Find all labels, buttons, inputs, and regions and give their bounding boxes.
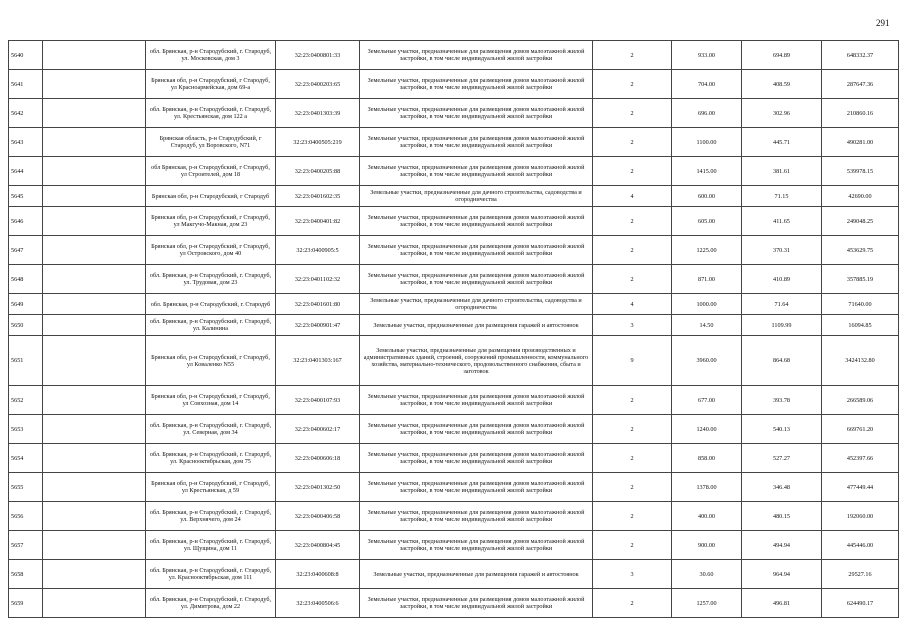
- land-use-cell: Земельные участки, предназначенные для размещения гаражей и автостоянок: [360, 315, 593, 336]
- category-cell: 2: [593, 236, 672, 265]
- table-row: [9, 41, 899, 70]
- land-use-cell: Земельные участки, предназначенные для размещения домов малоэтажной жилой застройки, в том числе индивидуальной жилой застройки: [360, 41, 593, 70]
- blank-cell: [43, 444, 146, 473]
- blank-cell: [43, 128, 146, 157]
- land-use-cell: Земельные участки, предназначенные для размещения домов малоэтажной жилой застройки, в том числе индивидуальной жилой застройки: [360, 70, 593, 99]
- cadastral-cost-cell: 71640.00: [822, 294, 899, 315]
- specific-value-cell: 346.48: [742, 473, 822, 502]
- cadastral-cost-cell: 490281.00: [822, 128, 899, 157]
- category-cell: 2: [593, 99, 672, 128]
- land-use-cell: Земельные участки, предназначенные для размещения домов малоэтажной жилой застройки, в том числе индивидуальной жилой застройки: [360, 415, 593, 444]
- area-cell: 696.00: [672, 99, 742, 128]
- category-cell: 2: [593, 265, 672, 294]
- row-number: 5658: [9, 560, 43, 589]
- category-cell: 3: [593, 560, 672, 589]
- cadastral-number-cell: 32:23:0400804:45: [276, 531, 360, 560]
- address-cell: обл. Брянская, р-н Стародубский, г. Стародуб, ул. Краснооктябрьская, дом 75: [146, 444, 276, 473]
- address-cell: обл. Брянская, р-н Стародубский, г. Стародуб, ул. Северная, дом 34: [146, 415, 276, 444]
- land-use-cell: Земельные участки, предназначенные для размещения домов малоэтажной жилой застройки, в том числе индивидуальной жилой застройки: [360, 265, 593, 294]
- row-number: 5640: [9, 41, 43, 70]
- cadastral-cost-cell: 29527.16: [822, 560, 899, 589]
- category-cell: 2: [593, 157, 672, 186]
- specific-value-cell: 1109.99: [742, 315, 822, 336]
- address-cell: обл. Брянская, р-н Стародубский, г. Стародуб: [146, 294, 276, 315]
- specific-value-cell: 494.94: [742, 531, 822, 560]
- cadastral-cost-cell: 266589.06: [822, 386, 899, 415]
- specific-value-cell: 408.59: [742, 70, 822, 99]
- area-cell: 1378.00: [672, 473, 742, 502]
- cadastral-number-cell: 32:23:0401303:167: [276, 336, 360, 386]
- category-cell: 2: [593, 473, 672, 502]
- table-row: [9, 444, 899, 473]
- blank-cell: [43, 531, 146, 560]
- cadastral-cost-cell: 249048.25: [822, 207, 899, 236]
- category-cell: 4: [593, 294, 672, 315]
- cadastral-number-cell: 32:23:0401303:39: [276, 99, 360, 128]
- cadastral-number-cell: 32:23:0400905:5: [276, 236, 360, 265]
- area-cell: 1240.00: [672, 415, 742, 444]
- area-cell: 1100.00: [672, 128, 742, 157]
- cadastral-cost-cell: 357885.19: [822, 265, 899, 294]
- address-cell: Брянская обл, р-н Стародубский, г Стародуб, ул Совхозная, дом 14: [146, 386, 276, 415]
- specific-value-cell: 527.27: [742, 444, 822, 473]
- area-cell: 858.00: [672, 444, 742, 473]
- cadastral-cost-cell: 210860.16: [822, 99, 899, 128]
- blank-cell: [43, 41, 146, 70]
- cadastral-number-cell: 32:23:0400406:58: [276, 502, 360, 531]
- specific-value-cell: 964.94: [742, 560, 822, 589]
- specific-value-cell: 381.61: [742, 157, 822, 186]
- category-cell: 3: [593, 315, 672, 336]
- blank-cell: [43, 207, 146, 236]
- specific-value-cell: 496.81: [742, 589, 822, 618]
- specific-value-cell: 370.31: [742, 236, 822, 265]
- cadastral-number-cell: 32:23:0401302:50: [276, 473, 360, 502]
- cadastral-number-cell: 32:23:0400608:8: [276, 560, 360, 589]
- address-cell: Брянская обл, р-н Стародубский, г Стародуб, ул Коваленко N55: [146, 336, 276, 386]
- specific-value-cell: 480.15: [742, 502, 822, 531]
- category-cell: 2: [593, 70, 672, 99]
- blank-cell: [43, 186, 146, 207]
- address-cell: обл. Брянская, р-н Стародубский, г. Стародуб, ул. Московская, дом 3: [146, 41, 276, 70]
- blank-cell: [43, 473, 146, 502]
- row-number: 5654: [9, 444, 43, 473]
- blank-cell: [43, 336, 146, 386]
- area-cell: 1257.00: [672, 589, 742, 618]
- blank-cell: [43, 502, 146, 531]
- blank-cell: [43, 157, 146, 186]
- row-number: 5652: [9, 386, 43, 415]
- cadastral-cost-cell: 477449.44: [822, 473, 899, 502]
- table-row: [9, 315, 899, 336]
- land-use-cell: Земельные участки, предназначенные для размещения домов малоэтажной жилой застройки, в том числе индивидуальной жилой застройки: [360, 128, 593, 157]
- cadastral-cost-cell: 192060.00: [822, 502, 899, 531]
- blank-cell: [43, 415, 146, 444]
- address-cell: обл. Брянская, р-н Стародубский, г. Стародуб, ул. Краснооктябрьская, дом 111: [146, 560, 276, 589]
- address-cell: обл. Брянская, р-н Стародубский, г. Стародуб, ул. Трудовая, дом 23: [146, 265, 276, 294]
- address-cell: обл. Брянская, р-н Стародубский, г. Стародуб, ул. Крестьянская, дом 122 а: [146, 99, 276, 128]
- category-cell: 4: [593, 186, 672, 207]
- table-body: [9, 41, 899, 618]
- row-number: 5649: [9, 294, 43, 315]
- table-row: [9, 99, 899, 128]
- area-cell: 900.00: [672, 531, 742, 560]
- address-cell: Брянская обл, р-н Стародубский, г Стародуб: [146, 186, 276, 207]
- table-row: [9, 294, 899, 315]
- registry-table: [8, 40, 899, 618]
- table-row: [9, 265, 899, 294]
- table-row: [9, 70, 899, 99]
- row-number: 5645: [9, 186, 43, 207]
- area-cell: 600.00: [672, 186, 742, 207]
- land-use-cell: Земельные участки, предназначенные для размещения домов малоэтажной жилой застройки, в том числе индивидуальной жилой застройки: [360, 157, 593, 186]
- cadastral-number-cell: 32:23:0400401:82: [276, 207, 360, 236]
- land-use-cell: Земельные участки, предназначенные для размещения домов малоэтажной жилой застройки, в том числе индивидуальной жилой застройки: [360, 207, 593, 236]
- cadastral-number-cell: 32:23:0400203:65: [276, 70, 360, 99]
- row-number: 5648: [9, 265, 43, 294]
- cadastral-cost-cell: 669761.20: [822, 415, 899, 444]
- table-row: [9, 386, 899, 415]
- cadastral-cost-cell: 453629.75: [822, 236, 899, 265]
- category-cell: 2: [593, 531, 672, 560]
- area-cell: 1000.00: [672, 294, 742, 315]
- blank-cell: [43, 236, 146, 265]
- category-cell: 2: [593, 41, 672, 70]
- table-row: [9, 502, 899, 531]
- table-row: [9, 473, 899, 502]
- cadastral-number-cell: 32:23:0400506:6: [276, 589, 360, 618]
- table-row: [9, 207, 899, 236]
- cadastral-cost-cell: 16094.85: [822, 315, 899, 336]
- address-cell: обл. Брянская, р-н Стародубский, г. Стародуб, ул. Щущина, дом 11: [146, 531, 276, 560]
- specific-value-cell: 302.96: [742, 99, 822, 128]
- cadastral-number-cell: 32:23:0400606:18: [276, 444, 360, 473]
- land-use-cell: Земельные участки, предназначенные для размещения домов малоэтажной жилой застройки, в том числе индивидуальной жилой застройки: [360, 444, 593, 473]
- row-number: 5659: [9, 589, 43, 618]
- row-number: 5644: [9, 157, 43, 186]
- area-cell: 30.60: [672, 560, 742, 589]
- cadastral-cost-cell: 287647.36: [822, 70, 899, 99]
- blank-cell: [43, 315, 146, 336]
- cadastral-cost-cell: 445446.00: [822, 531, 899, 560]
- specific-value-cell: 71.64: [742, 294, 822, 315]
- area-cell: 605.00: [672, 207, 742, 236]
- cadastral-number-cell: 32:23:0400901:47: [276, 315, 360, 336]
- blank-cell: [43, 265, 146, 294]
- land-use-cell: Земельные участки, предназначенные для размещения домов малоэтажной жилой застройки, в том числе индивидуальной жилой застройки: [360, 99, 593, 128]
- table-row: [9, 589, 899, 618]
- table-row: [9, 560, 899, 589]
- table-row: [9, 157, 899, 186]
- land-use-cell: Земельные участки, предназначенные для размещения домов малоэтажной жилой застройки, в том числе индивидуальной жилой застройки: [360, 473, 593, 502]
- area-cell: 3960.00: [672, 336, 742, 386]
- row-number: 5653: [9, 415, 43, 444]
- address-cell: обл. Брянская, р-н Стародубский, г. Стародуб, ул. Димитрова, дом 22: [146, 589, 276, 618]
- blank-cell: [43, 70, 146, 99]
- page-number: 291: [876, 18, 890, 28]
- cadastral-number-cell: 32:23:0400505:219: [276, 128, 360, 157]
- area-cell: 704.00: [672, 70, 742, 99]
- address-cell: Брянская обл, р-н Стародубский, г Стародуб, ул Красноармейская, дом 69-а: [146, 70, 276, 99]
- cadastral-number-cell: 32:23:0400205:88: [276, 157, 360, 186]
- land-use-cell: Земельные участки, предназначенные для размещения домов малоэтажной жилой застройки, в том числе индивидуальной жилой застройки: [360, 502, 593, 531]
- table-row: [9, 186, 899, 207]
- cadastral-number-cell: 32:23:0400801:33: [276, 41, 360, 70]
- category-cell: 2: [593, 502, 672, 531]
- cadastral-number-cell: 32:23:0401102:32: [276, 265, 360, 294]
- address-cell: обл Брянская, р-н Стародубский, г Стародуб, ул Строителей, дом 18: [146, 157, 276, 186]
- row-number: 5646: [9, 207, 43, 236]
- cadastral-number-cell: 32:23:0401602:35: [276, 186, 360, 207]
- blank-cell: [43, 386, 146, 415]
- address-cell: обл. Брянская, р-н Стародубский, г. Стародуб, ул. Калинина: [146, 315, 276, 336]
- row-number: 5655: [9, 473, 43, 502]
- land-use-cell: Земельные участки, предназначенные для размещения гаражей и автостоянок: [360, 560, 593, 589]
- land-use-cell: Земельные участки, предназначенные для размещения домов малоэтажной жилой застройки, в том числе индивидуальной жилой застройки: [360, 589, 593, 618]
- land-use-cell: Земельные участки, предназначенные для размещения домов малоэтажной жилой застройки, в том числе индивидуальной жилой застройки: [360, 236, 593, 265]
- area-cell: 1415.00: [672, 157, 742, 186]
- row-number: 5643: [9, 128, 43, 157]
- cadastral-cost-cell: 42690.00: [822, 186, 899, 207]
- area-cell: 871.00: [672, 265, 742, 294]
- cadastral-cost-cell: 3424132.80: [822, 336, 899, 386]
- blank-cell: [43, 560, 146, 589]
- area-cell: 400.00: [672, 502, 742, 531]
- cadastral-cost-cell: 624490.17: [822, 589, 899, 618]
- table-row: [9, 336, 899, 386]
- area-cell: 14.50: [672, 315, 742, 336]
- blank-cell: [43, 589, 146, 618]
- cadastral-cost-cell: 539978.15: [822, 157, 899, 186]
- table-row: [9, 415, 899, 444]
- table-row: [9, 128, 899, 157]
- category-cell: 2: [593, 128, 672, 157]
- row-number: 5651: [9, 336, 43, 386]
- specific-value-cell: 71.15: [742, 186, 822, 207]
- specific-value-cell: 540.13: [742, 415, 822, 444]
- row-number: 5641: [9, 70, 43, 99]
- cadastral-number-cell: 32:23:0401601:80: [276, 294, 360, 315]
- table-row: [9, 531, 899, 560]
- specific-value-cell: 694.89: [742, 41, 822, 70]
- row-number: 5650: [9, 315, 43, 336]
- category-cell: 2: [593, 386, 672, 415]
- blank-cell: [43, 99, 146, 128]
- blank-cell: [43, 294, 146, 315]
- row-number: 5656: [9, 502, 43, 531]
- address-cell: Брянская обл, р-н Стародубский, г Стародуб, ул Крестьянская, д 59: [146, 473, 276, 502]
- category-cell: 9: [593, 336, 672, 386]
- land-use-cell: Земельные участки, предназначенные для размещения домов малоэтажной жилой застройки, в том числе индивидуальной жилой застройки: [360, 386, 593, 415]
- specific-value-cell: 393.78: [742, 386, 822, 415]
- cadastral-cost-cell: 648332.37: [822, 41, 899, 70]
- category-cell: 2: [593, 444, 672, 473]
- specific-value-cell: 411.65: [742, 207, 822, 236]
- address-cell: Брянская обл, р-н Стародубский, г Стародуб, ул Островского, дом 40: [146, 236, 276, 265]
- specific-value-cell: 445.71: [742, 128, 822, 157]
- cadastral-number-cell: 32:23:0400107:93: [276, 386, 360, 415]
- cadastral-cost-cell: 452397.66: [822, 444, 899, 473]
- address-cell: обл. Брянская, р-н Стародубский, г. Стародуб, ул. Верхнячего, дом 24: [146, 502, 276, 531]
- row-number: 5642: [9, 99, 43, 128]
- category-cell: 2: [593, 207, 672, 236]
- land-use-cell: Земельные участки, предназначенные для дачного строительства, садоводства и огородничества: [360, 186, 593, 207]
- area-cell: 933.00: [672, 41, 742, 70]
- area-cell: 677.00: [672, 386, 742, 415]
- row-number: 5657: [9, 531, 43, 560]
- land-use-cell: Земельные участки, предназначенные для дачного строительства, садоводства и огородничества: [360, 294, 593, 315]
- specific-value-cell: 410.89: [742, 265, 822, 294]
- land-use-cell: Земельные участки, предназначенные для размещения производственных и административных зданий, строений, сооружений промышленности, коммунального хозяйства, материально-технического, продовольственного снабжения, сбыта и заготовок: [360, 336, 593, 386]
- category-cell: 2: [593, 415, 672, 444]
- land-use-cell: Земельные участки, предназначенные для размещения домов малоэтажной жилой застройки, в том числе индивидуальной жилой застройки: [360, 531, 593, 560]
- category-cell: 2: [593, 589, 672, 618]
- row-number: 5647: [9, 236, 43, 265]
- address-cell: Брянская обл, р-н Стародубский, г Стародуб, ул Макгучо-Макная, дом 23: [146, 207, 276, 236]
- table-row: [9, 236, 899, 265]
- specific-value-cell: 864.68: [742, 336, 822, 386]
- area-cell: 1225.00: [672, 236, 742, 265]
- cadastral-number-cell: 32:23:0400602:17: [276, 415, 360, 444]
- address-cell: Брянская область, р-н Стародубский, г Стародуб, ул Воровского, N71: [146, 128, 276, 157]
